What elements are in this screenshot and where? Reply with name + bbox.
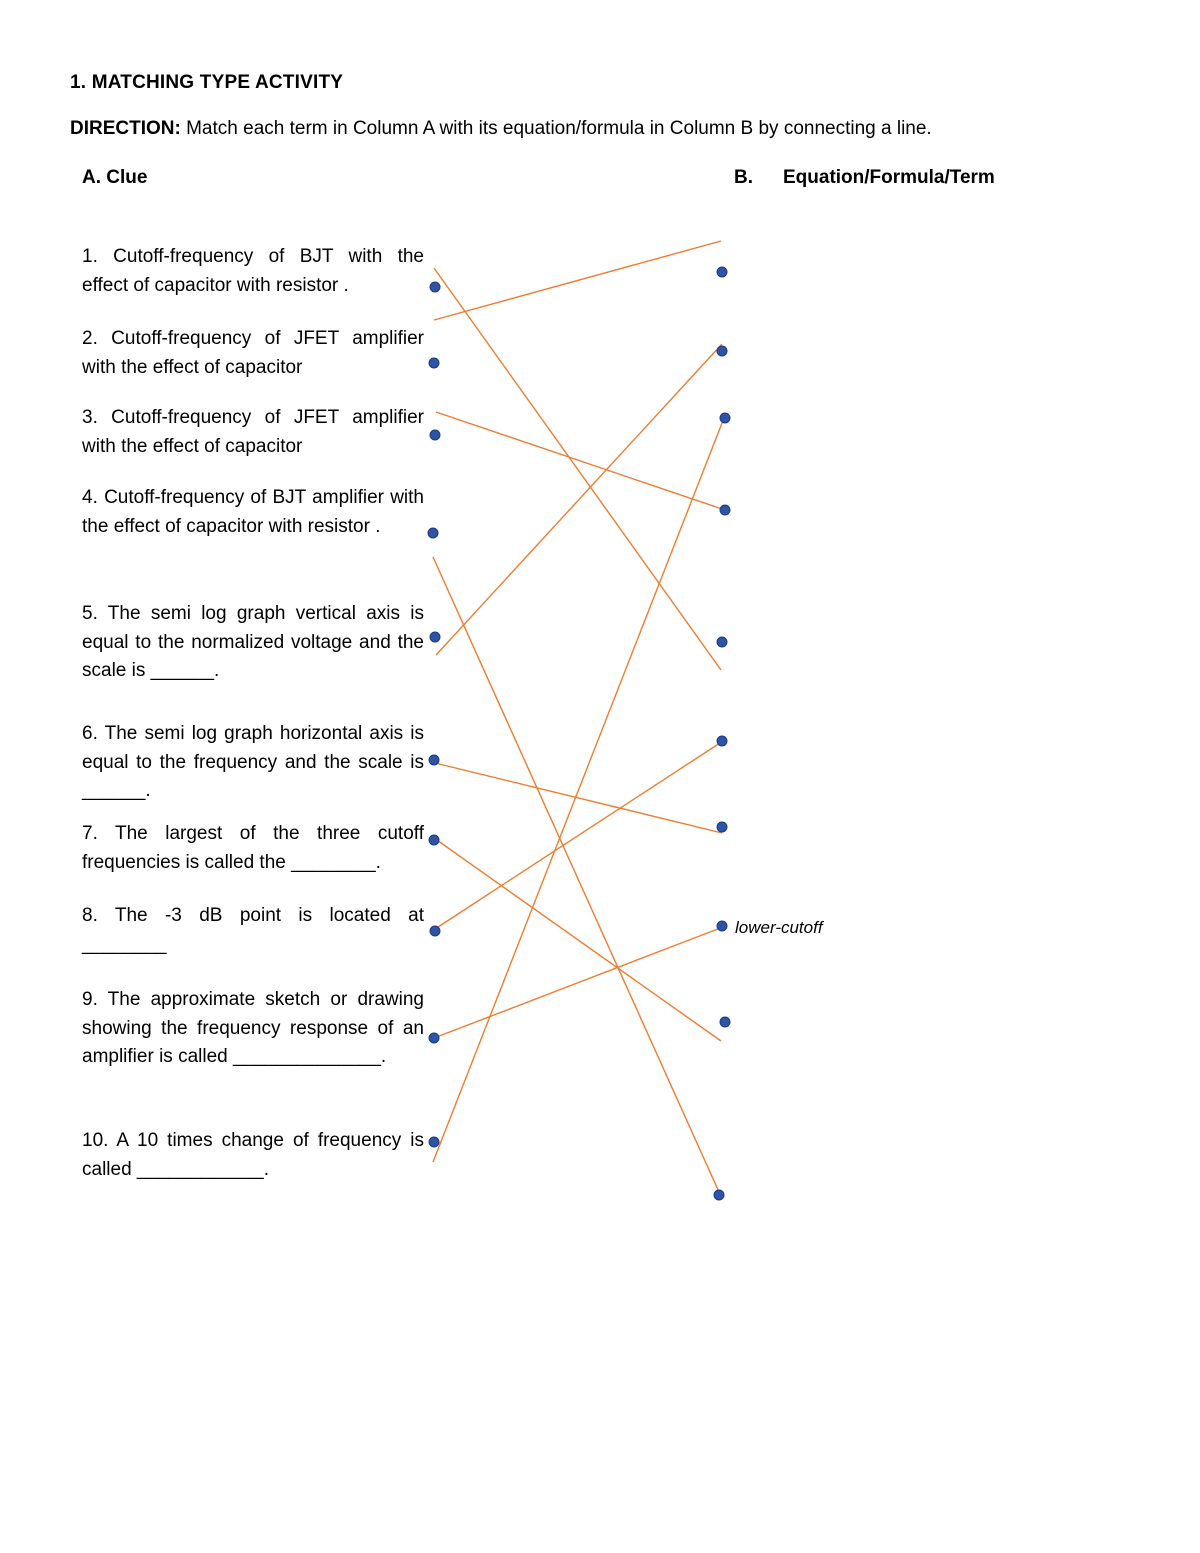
clue-4: 4. Cutoff-frequency of BJT amplifier with the effect of capacitor with resistor . xyxy=(82,487,424,537)
connector-line xyxy=(434,838,721,1041)
column-a-dot[interactable] xyxy=(430,632,440,642)
clue-2: 2. Cutoff-frequency of JFET amplifier with the effect of capacitor xyxy=(82,328,424,378)
clue-5: 5. The semi log graph vertical axis is equal to the normalized voltage and the scale is ______. xyxy=(82,603,424,681)
connector-line xyxy=(436,412,725,510)
column-a-dot[interactable] xyxy=(429,358,439,368)
column-a-heading: A. Clue xyxy=(82,167,148,188)
column-a-dot[interactable] xyxy=(430,926,440,936)
clue-1: 1. Cutoff-frequency of BJT with the effect of capacitor with resistor . xyxy=(82,246,424,296)
column-b-dot[interactable] xyxy=(720,1017,730,1027)
column-a-dot[interactable] xyxy=(429,835,439,845)
column-a-dot[interactable] xyxy=(430,430,440,440)
column-b-prefix: B. xyxy=(734,167,753,188)
column-b-dot[interactable] xyxy=(717,736,727,746)
column-b-dot[interactable] xyxy=(717,921,727,931)
column-b-dot[interactable] xyxy=(714,1190,724,1200)
column-a-dot[interactable] xyxy=(429,1033,439,1043)
column-a-dot[interactable] xyxy=(429,1137,439,1147)
clue-10: 10. A 10 times change of frequency is called ____________. xyxy=(82,1130,424,1180)
answer-lower-cutoff: lower-cutoff xyxy=(735,918,823,937)
column-a-dot[interactable] xyxy=(429,755,439,765)
clue-7: 7. The largest of the three cutoff frequencies is called the ________. xyxy=(82,823,424,873)
column-b-title: Equation/Formula/Term xyxy=(783,167,995,188)
connector-line xyxy=(433,557,719,1192)
clue-3: 3. Cutoff-frequency of JFET amplifier with the effect of capacitor xyxy=(82,407,424,457)
column-b-dot[interactable] xyxy=(720,505,730,515)
direction-body: Match each term in Column A with its equation/formula in Column B by connecting a line. xyxy=(180,118,932,139)
column-a-dot[interactable] xyxy=(428,528,438,538)
connector-line xyxy=(435,741,723,929)
direction-label: DIRECTION: xyxy=(70,118,181,139)
connector-line xyxy=(433,418,724,1162)
column-b-dot[interactable] xyxy=(717,637,727,647)
column-b-dot[interactable] xyxy=(717,822,727,832)
connector-line xyxy=(435,763,722,833)
connector-line xyxy=(434,241,721,320)
activity-title: 1. MATCHING TYPE ACTIVITY xyxy=(70,72,344,93)
connector-line xyxy=(436,344,722,655)
column-b-dot[interactable] xyxy=(720,413,730,423)
column-b-dot[interactable] xyxy=(717,267,727,277)
connector-line xyxy=(434,927,723,1038)
clue-9: 9. The approximate sketch or drawing showing the frequency response of an amplifier is called ______________. xyxy=(82,989,424,1067)
column-b-dot[interactable] xyxy=(717,346,727,356)
clue-6: 6. The semi log graph horizontal axis is equal to the frequency and the scale is ______. xyxy=(82,723,424,801)
column-a-dot[interactable] xyxy=(430,282,440,292)
clue-8: 8. The -3 dB point is located at ________ xyxy=(82,905,424,955)
